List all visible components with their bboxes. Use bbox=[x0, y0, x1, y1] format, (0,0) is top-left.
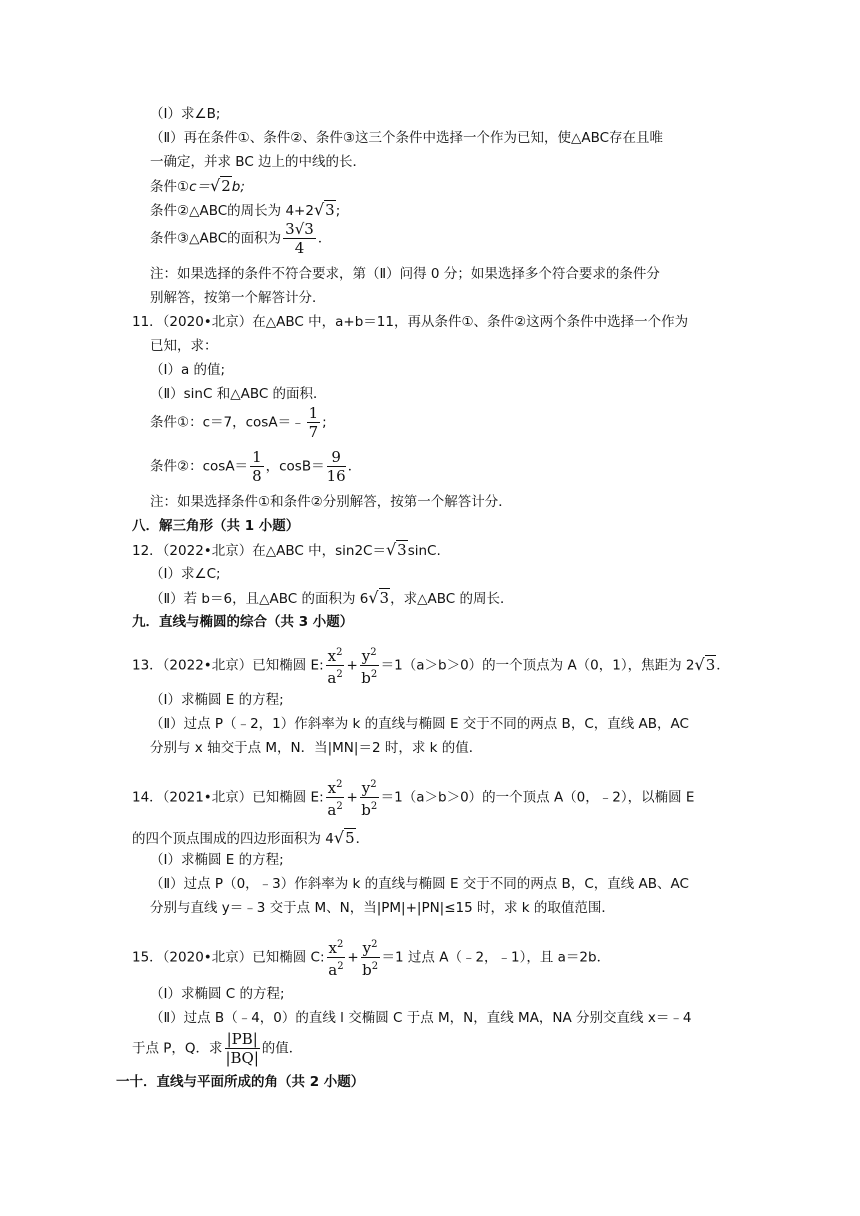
section-heading-9: 九．直线与椭圆的综合（共 3 小题） bbox=[132, 614, 354, 630]
q14-part1: （Ⅰ）求椭圆 E 的方程; bbox=[150, 852, 284, 868]
fraction-x2-a2: $\frac{x^2}{a^2}$ bbox=[326, 776, 345, 819]
section-heading-10: 一十．直线与平面所成的角（共 2 小题） bbox=[116, 1074, 365, 1090]
q10-condition-3: 条件③△ABC的面积为 $\frac{3√3}{4}$ ． bbox=[150, 220, 332, 257]
q14-part2-cont: 分别与直线 y＝﹣3 交于点 M、N，当|PM|+|PN|≤15 时，求 k 的取值范围． bbox=[150, 900, 615, 916]
q11-condition-1: 条件①：c＝7，cosA＝﹣ $\frac{1}{7}$ ; bbox=[150, 404, 327, 441]
fraction-x2-a2: $\frac{x^2}{a^2}$ bbox=[326, 644, 345, 687]
q11-part2: （Ⅱ）sinC 和△ABC 的面积． bbox=[150, 386, 327, 402]
section-heading-8: 八．解三角形（共 1 小题） bbox=[132, 518, 300, 534]
fraction: $\frac{1}{7}$ bbox=[308, 404, 319, 441]
q10-condition-2: 条件②△ABC的周长为 4+2√3; bbox=[150, 200, 341, 219]
q10-part1: （Ⅰ）求∠B; bbox=[150, 106, 221, 122]
q11-stem: 11．（2020•北京）在△ABC 中，a+b＝11，再从条件①、条件②这两个条件中选择一个作为 bbox=[132, 314, 689, 330]
fraction-pb-bq: $\frac{|PB|}{|BQ|}$ bbox=[225, 1030, 259, 1067]
q12-stem: 12．（2022•北京）在△ABC 中，sin2C＝√3sinC. bbox=[132, 540, 441, 559]
fraction-y2-b2: $\frac{y^2}{b^2}$ bbox=[360, 776, 379, 819]
sqrt-symbol: √3 bbox=[694, 654, 716, 674]
sqrt-symbol: √5 bbox=[333, 828, 355, 847]
q13-part1: （Ⅰ）求椭圆 E 的方程; bbox=[150, 692, 284, 708]
q10-condition-1: 条件①c＝√2b; bbox=[150, 176, 245, 195]
fraction: $\frac{9}{16}$ bbox=[326, 448, 346, 485]
q15-part1: （Ⅰ）求椭圆 C 的方程; bbox=[150, 986, 285, 1002]
q13-stem: 13．（2022•北京）已知椭圆 E: $\frac{x^2}{a^2}$ + $\frac{y^2}{b^2}$ ＝1（a＞b＞0）的一个顶点为 A（0，1），焦距为 2√3． bbox=[132, 644, 730, 687]
sqrt-symbol: √3 bbox=[368, 588, 390, 607]
q11-stem-cont: 已知，求： bbox=[150, 338, 218, 354]
q10-note: 注：如果选择的条件不符合要求，第（Ⅱ）问得 0 分；如果选择多个符合要求的条件分 bbox=[150, 266, 660, 282]
fraction: $\frac{1}{8}$ bbox=[252, 448, 262, 485]
q14-stem-cont: 的四个顶点围成的四边形面积为 4√5． bbox=[132, 828, 370, 847]
q11-condition-2: 条件②：cosA＝ $\frac{1}{8}$ ，cosB＝ $\frac{9}{16}$ ． bbox=[150, 448, 362, 485]
q10-part2-cont: 一确定，并求 BC 边上的中线的长． bbox=[150, 154, 367, 170]
sqrt-symbol: √3 bbox=[385, 540, 407, 559]
q10-part2: （Ⅱ）再在条件①、条件②、条件③这三个条件中选择一个作为已知，使△ABC存在且唯 bbox=[150, 130, 664, 146]
sqrt-symbol: √3 bbox=[313, 200, 335, 219]
q11-part1: （Ⅰ）a 的值; bbox=[150, 362, 226, 378]
q15-part2: （Ⅱ）过点 B（﹣4，0）的直线 l 交椭圆 C 于点 M，N，直线 MA，NA 分别交直线 x＝﹣4 bbox=[150, 1010, 692, 1026]
q12-part2: （Ⅱ）若 b＝6，且△ABC 的面积为 6√3，求△ABC 的周长． bbox=[150, 588, 514, 607]
sqrt-symbol: √2 bbox=[210, 176, 231, 195]
q10-note-cont: 别解答，按第一个解答计分． bbox=[150, 290, 326, 306]
q14-part2: （Ⅱ）过点 P（0，﹣3）作斜率为 k 的直线与椭圆 E 交于不同的两点 B，C，直线 AB、AC bbox=[150, 876, 689, 892]
fraction-x2-a2: $\frac{x^2}{a^2}$ bbox=[327, 936, 346, 979]
q12-part1: （Ⅰ）求∠C; bbox=[150, 566, 221, 582]
q13-part2-cont: 分别与 x 轴交于点 M，N．当|MN|＝2 时，求 k 的值． bbox=[150, 740, 483, 756]
fraction-y2-b2: $\frac{y^2}{b^2}$ bbox=[361, 936, 380, 979]
q15-stem: 15．（2020•北京）已知椭圆 C: $\frac{x^2}{a^2}$ + $\frac{y^2}{b^2}$ ＝1 过点 A（﹣2，﹣1），且 a＝2b． bbox=[132, 936, 610, 979]
q13-part2: （Ⅱ）过点 P（﹣2，1）作斜率为 k 的直线与椭圆 E 交于不同的两点 B，C，直线 AB，AC bbox=[150, 716, 689, 732]
q11-note: 注：如果选择条件①和条件②分别解答，按第一个解答计分． bbox=[150, 494, 512, 510]
q15-part2-cont: 于点 P，Q．求 $\frac{|PB|}{|BQ|}$ 的值． bbox=[132, 1030, 303, 1067]
q14-stem: 14．（2021•北京）已知椭圆 E: $\frac{x^2}{a^2}$ + $\frac{y^2}{b^2}$ ＝1（a＞b＞0）的一个顶点 A（0，﹣2），以椭圆 E bbox=[132, 776, 694, 819]
fraction-y2-b2: $\frac{y^2}{b^2}$ bbox=[360, 644, 379, 687]
fraction: $\frac{3√3}{4}$ bbox=[285, 220, 314, 257]
